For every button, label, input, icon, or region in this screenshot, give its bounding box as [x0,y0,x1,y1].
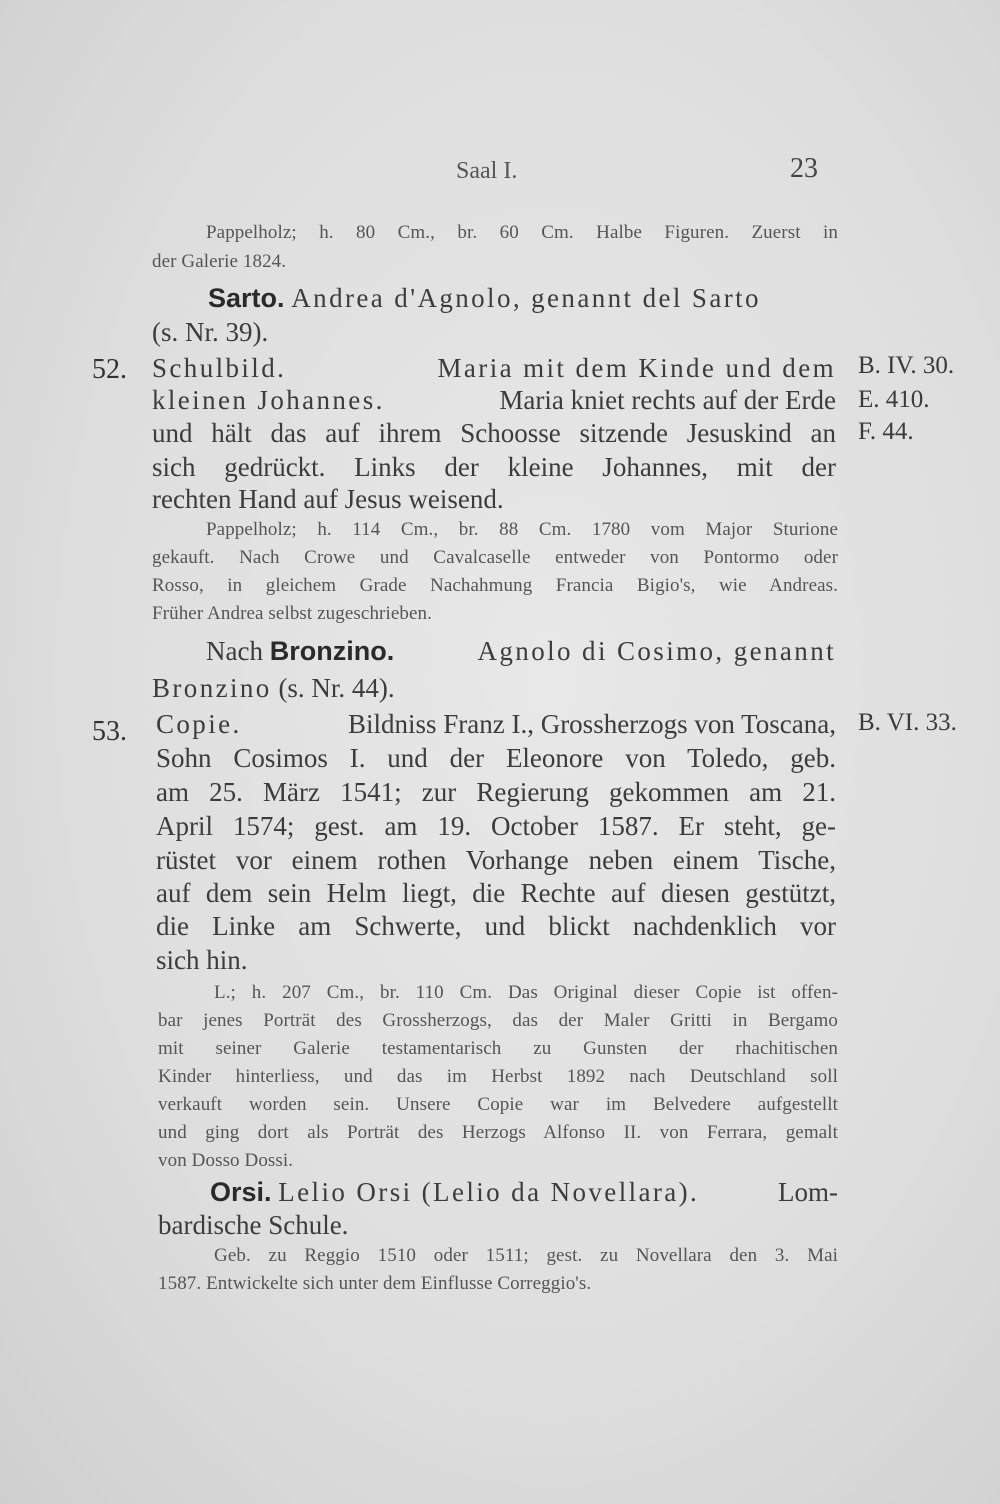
entry-title: Bildniss Franz I., Grossherzogs von Toscana, [347,709,836,739]
entry-type: Copie. [156,709,242,739]
artist-heading-bronzino [206,636,836,667]
artist-fullname: Andrea d'Agnolo, genannt del Sarto [291,283,761,313]
note-line: L.; h. 207 Cm., br. 110 Cm. Das Original dieser Copie ist offen- [214,982,838,1003]
artist-heading-sarto [208,283,761,314]
catalog-reference: F. 44. [858,418,914,445]
artist-heading-orsi [210,1177,838,1208]
entry-description: und hält das auf ihrem Schoosse sitzende Jesuskind an [152,418,836,448]
note-line: verkauft worden sein. Unsere Copie war im Belvedere aufgestellt [158,1094,838,1115]
entry-description: sich hin. [156,945,248,975]
entry-description: sich gedrückt. Links der kleine Johannes, mit der [152,452,836,482]
entry-type: Schulbild. [152,353,287,383]
note-line: Rosso, in gleichem Grade Nachahmung Francia Bigio's, wie Andreas. [152,575,838,596]
artist-name: Orsi. [210,1177,272,1207]
entry-description: die Linke am Schwerte, und blickt nachdenklich vor [156,911,836,941]
artist-school: bardische Schule. [158,1210,349,1240]
running-header: Saal I. [456,158,518,184]
entry-title-line [156,709,836,740]
note-line: gekauft. Nach Crowe und Cavalcaselle entweder von Pontormo oder [152,547,838,568]
page-number: 23 [790,153,818,184]
note-line: und ging dort als Porträt des Herzogs Alfonso II. von Ferrara, gemalt [158,1122,838,1143]
entry-number: 53. [92,716,127,747]
note-line: Geb. zu Reggio 1510 oder 1511; gest. zu Novellara den 3. Mai [214,1245,838,1266]
artist-fullname: Lelio Orsi (Lelio da Novellara). [278,1177,700,1207]
note-line: Kinder hinterliess, und das im Herbst 1892 nach Deutschland soll [158,1066,838,1087]
entry-description: April 1574; gest. am 19. October 1587. Er steht, ge- [156,811,836,841]
note-line: Pappelholz; h. 80 Cm., br. 60 Cm. Halbe Figuren. Zuerst in [206,222,838,243]
catalog-reference: B. VI. 33. [858,709,957,736]
note-line: mit seiner Galerie testamentarisch zu Gunsten der rhachitischen [158,1038,838,1059]
entry-description: Sohn Cosimos I. und der Eleonore von Toledo, geb. [156,743,836,773]
entry-description: rüstet vor einem rothen Vorhange neben einem Tische, [156,845,836,875]
entry-description: am 25. März 1541; zur Regierung gekommen am 21. [156,777,836,807]
artist-name: Sarto. [208,283,285,313]
note-line: von Dosso Dossi. [158,1150,294,1171]
note-line: Früher Andrea selbst zugeschrieben. [152,603,432,624]
note-line: 1587. Entwickelte sich unter dem Einflusse Correggio's. [158,1273,592,1294]
artist-reference-line [152,673,395,704]
artist-name: Bronzino. [269,636,395,666]
entry-description: rechten Hand auf Jesus weisend. [152,484,504,514]
entry-description: Maria kniet rechts auf der Erde [499,385,836,415]
entry-title: Maria mit dem Kinde und dem [437,353,836,383]
artist-prefix: Nach [206,636,263,666]
artist-fullname-cont: Lom- [778,1177,838,1207]
artist-reference: (s. Nr. 44). [278,673,395,703]
entry-title-line [152,353,836,384]
note-line: der Galerie 1824. [152,251,287,272]
note-line: Pappelholz; h. 114 Cm., br. 88 Cm. 1780 vom Major Sturione [206,519,838,540]
entry-number: 52. [92,354,127,385]
entry-description: auf dem sein Helm liegt, die Rechte auf diesen gestützt, [156,878,836,908]
catalog-reference: E. 410. [858,386,930,413]
note-line: bar jenes Porträt des Grossherzogs, das der Maler Gritti in Bergamo [158,1010,838,1031]
artist-reference: (s. Nr. 39). [152,317,269,347]
artist-fullname: Agnolo di Cosimo, genannt [477,636,836,666]
entry-title-line [152,385,836,416]
entry-title: kleinen Johannes. [152,385,385,415]
artist-nickname: Bronzino [152,673,272,703]
catalog-reference: B. IV. 30. [858,352,955,379]
